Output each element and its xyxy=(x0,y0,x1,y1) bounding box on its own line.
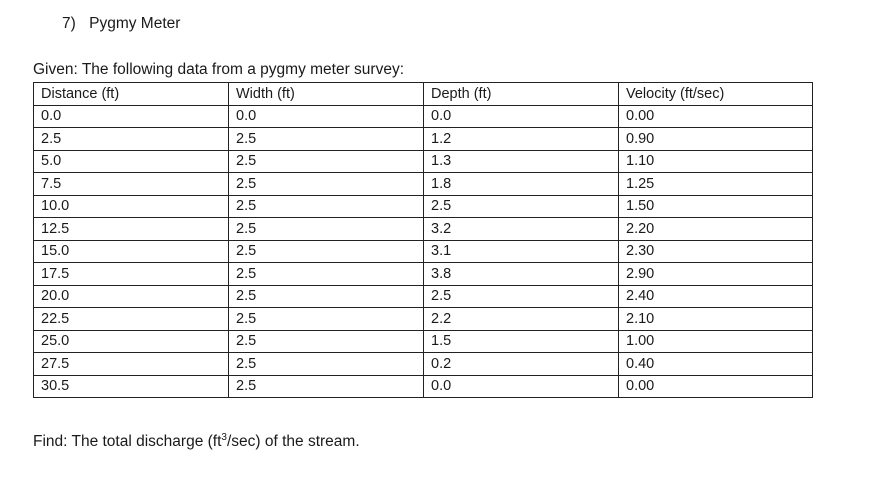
table-row xyxy=(34,173,813,196)
table-row xyxy=(34,195,813,218)
cell-depth: 1.2 xyxy=(424,128,619,151)
table-row xyxy=(34,308,813,331)
cell-distance: 12.5 xyxy=(34,218,229,241)
cell-depth: 2.2 xyxy=(424,308,619,331)
find-statement xyxy=(33,432,360,451)
cell-width: 2.5 xyxy=(229,150,424,173)
cell-depth: 0.0 xyxy=(424,375,619,398)
cell-velocity: 1.00 xyxy=(619,330,813,353)
cell-distance: 20.0 xyxy=(34,285,229,308)
given-statement: Given: The following data from a pygmy meter survey: xyxy=(33,61,405,78)
table-header-row xyxy=(34,83,813,106)
cell-width: 2.5 xyxy=(229,128,424,151)
problem-number: 7) xyxy=(62,15,76,32)
cell-distance: 15.0 xyxy=(34,240,229,263)
cell-velocity: 0.00 xyxy=(619,105,813,128)
cell-width: 2.5 xyxy=(229,375,424,398)
cell-distance: 17.5 xyxy=(34,263,229,286)
cell-depth: 0.0 xyxy=(424,105,619,128)
problem-title: Pygmy Meter xyxy=(89,15,181,32)
cell-depth: 1.8 xyxy=(424,173,619,196)
cell-width: 2.5 xyxy=(229,173,424,196)
cell-depth: 1.5 xyxy=(424,330,619,353)
cell-distance: 27.5 xyxy=(34,353,229,376)
find-suffix: /sec) of the stream. xyxy=(226,433,360,451)
table-row xyxy=(34,105,813,128)
table-row xyxy=(34,353,813,376)
cell-width: 2.5 xyxy=(229,285,424,308)
table-row xyxy=(34,150,813,173)
cell-distance: 30.5 xyxy=(34,375,229,398)
cell-velocity: 0.90 xyxy=(619,128,813,151)
cell-velocity: 2.30 xyxy=(619,240,813,263)
cell-width: 2.5 xyxy=(229,218,424,241)
cell-width: 2.5 xyxy=(229,308,424,331)
cell-distance: 5.0 xyxy=(34,150,229,173)
cell-distance: 10.0 xyxy=(34,195,229,218)
cell-width: 2.5 xyxy=(229,195,424,218)
cell-velocity: 2.90 xyxy=(619,263,813,286)
cell-width: 2.5 xyxy=(229,240,424,263)
table-row xyxy=(34,128,813,151)
survey-data-table xyxy=(33,82,813,398)
table-body xyxy=(34,105,813,398)
find-exponent: 3 xyxy=(221,432,227,443)
cell-depth: 2.5 xyxy=(424,195,619,218)
cell-distance: 0.0 xyxy=(34,105,229,128)
cell-velocity: 2.20 xyxy=(619,218,813,241)
cell-depth: 3.1 xyxy=(424,240,619,263)
table-row xyxy=(34,240,813,263)
cell-distance: 7.5 xyxy=(34,173,229,196)
find-prefix: Find: The total discharge (ft xyxy=(33,433,222,451)
cell-width: 2.5 xyxy=(229,353,424,376)
table-row xyxy=(34,263,813,286)
cell-distance: 2.5 xyxy=(34,128,229,151)
table-row xyxy=(34,330,813,353)
header-depth: Depth (ft) xyxy=(424,83,619,106)
cell-width: 0.0 xyxy=(229,105,424,128)
cell-velocity: 2.10 xyxy=(619,308,813,331)
cell-depth: 3.2 xyxy=(424,218,619,241)
table-row xyxy=(34,218,813,241)
cell-depth: 3.8 xyxy=(424,263,619,286)
cell-velocity: 1.25 xyxy=(619,173,813,196)
cell-width: 2.5 xyxy=(229,330,424,353)
cell-depth: 1.3 xyxy=(424,150,619,173)
cell-distance: 25.0 xyxy=(34,330,229,353)
table-row xyxy=(34,285,813,308)
table-row xyxy=(34,375,813,398)
cell-distance: 22.5 xyxy=(34,308,229,331)
cell-velocity: 1.50 xyxy=(619,195,813,218)
cell-depth: 0.2 xyxy=(424,353,619,376)
problem-heading xyxy=(62,15,180,33)
cell-velocity: 0.40 xyxy=(619,353,813,376)
cell-depth: 2.5 xyxy=(424,285,619,308)
cell-width: 2.5 xyxy=(229,263,424,286)
header-distance: Distance (ft) xyxy=(34,83,229,106)
cell-velocity: 2.40 xyxy=(619,285,813,308)
header-velocity: Velocity (ft/sec) xyxy=(619,83,813,106)
cell-velocity: 0.00 xyxy=(619,375,813,398)
cell-velocity: 1.10 xyxy=(619,150,813,173)
header-width: Width (ft) xyxy=(229,83,424,106)
